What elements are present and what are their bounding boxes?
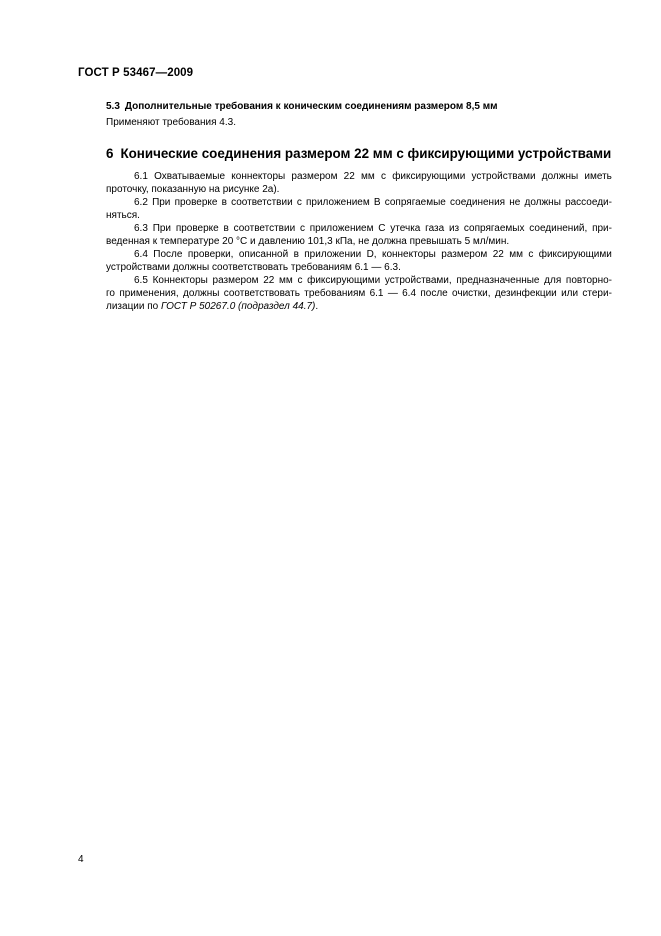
word: приложением [305, 197, 370, 208]
section-heading-6 [106, 145, 615, 163]
section-title: Конические соединения размером 22 мм с фиксирующими устройствами [120, 146, 612, 161]
word: утечка [390, 223, 421, 234]
word: должны [524, 197, 561, 208]
word: с [380, 171, 386, 182]
word: для [544, 275, 562, 286]
paragraph-line [134, 196, 612, 209]
word: описанной [238, 249, 289, 260]
word: — [387, 288, 398, 299]
paragraph-line [134, 248, 612, 261]
word: соответствии [233, 223, 296, 234]
subsection-5-3-text: Применяют требования 4.3. [106, 117, 236, 128]
word: применения, [119, 288, 179, 299]
section-6-body [78, 170, 615, 313]
paragraph-line: веденная к температуре 20 °С и давлению 101,3 кПа, не должна превышать 5 мл/мин. [106, 236, 510, 247]
word: коннекторы [231, 171, 286, 182]
word: с [528, 249, 534, 260]
word: Охватываемые [154, 171, 226, 182]
word: после [420, 288, 448, 299]
word: При [152, 223, 172, 234]
word: размером [441, 249, 488, 260]
word: в [223, 223, 229, 234]
word: 6.4 [134, 249, 148, 260]
word: 6.2 [134, 197, 148, 208]
word: сопрягаемых [463, 223, 525, 234]
word: 22 [492, 249, 504, 260]
paragraph-line: устройствами должны соответствовать требованиям 6.1 — 6.3. [106, 262, 401, 273]
word: стери- [582, 288, 612, 299]
word: 6.1 [369, 288, 384, 299]
word: устройствами, [384, 275, 452, 286]
word: фиксирующими [392, 171, 466, 182]
line-text: лизации по [106, 301, 161, 312]
word: мм [361, 171, 375, 182]
word: рассоеди- [565, 197, 612, 208]
paragraph-6-4 [78, 248, 615, 274]
word: 6.1 [134, 171, 148, 182]
paragraph-line: няться. [106, 210, 140, 221]
word: требованиям [304, 288, 366, 299]
paragraph-line [134, 222, 612, 235]
word: соответствии [231, 197, 293, 208]
word: должны [541, 171, 579, 182]
paragraph-6-3 [78, 222, 615, 248]
word: в [293, 249, 299, 260]
word: устройствами [471, 171, 536, 182]
word: не [509, 197, 521, 208]
subsection-heading-5-3 [106, 100, 615, 114]
word: проверки, [187, 249, 234, 260]
document-content [78, 100, 615, 313]
word: мм [509, 249, 523, 260]
paragraph-line: проточку, показанную на рисунке 2а). [106, 184, 280, 195]
word: 22 [263, 275, 275, 286]
word: с [297, 275, 303, 286]
section-number: 6 [106, 146, 114, 161]
word: приложением [309, 223, 374, 234]
paragraph-line [106, 300, 612, 313]
paragraph-6-1 [78, 170, 615, 196]
word: 6.5 [134, 275, 148, 286]
word: дезинфекции [494, 288, 557, 299]
word: с [299, 223, 305, 234]
standard-reference: ГОСТ Р 50267.0 (подраздел 44.7) [161, 301, 316, 312]
word: должны [183, 288, 220, 299]
word: При [152, 197, 171, 208]
word: проверке [175, 223, 219, 234]
word: соединения [450, 197, 506, 208]
word: размером [291, 171, 338, 182]
word: фиксирующими [307, 275, 381, 286]
word: В [373, 197, 381, 208]
word: или [561, 288, 579, 299]
word: в [221, 197, 227, 208]
word: После [153, 249, 183, 260]
word: 6.4 [402, 288, 417, 299]
word: при- [592, 223, 612, 234]
word: предназначенные [456, 275, 540, 286]
paragraph-line [134, 274, 612, 287]
word: очистки, [452, 288, 491, 299]
word: 22 [343, 171, 355, 182]
word: 6.3 [134, 223, 148, 234]
word: фиксирующими [538, 249, 612, 260]
word: газа [425, 223, 445, 234]
word: соединений, [529, 223, 588, 234]
word: из [448, 223, 460, 234]
word: С [378, 223, 386, 234]
word: приложении [304, 249, 362, 260]
word: иметь [584, 171, 612, 182]
word: с [296, 197, 302, 208]
paragraph-6-2 [78, 196, 615, 222]
word: го [106, 288, 115, 299]
subsection-title: Дополнительные требования к коническим соединениям размером 8,5 мм [124, 101, 498, 112]
word: мм [279, 275, 293, 286]
word: повторно- [565, 275, 612, 286]
word: Коннекторы [152, 275, 208, 286]
line-text: . [315, 301, 319, 312]
word: коннекторы [381, 249, 436, 260]
paragraph-line [106, 287, 612, 300]
subsection-number: 5.3 [106, 101, 120, 112]
page-number: 4 [78, 854, 84, 865]
paragraph-6-5 [78, 274, 615, 313]
word: размером [212, 275, 259, 286]
word: сопрягаемые [384, 197, 446, 208]
word: D, [366, 249, 377, 260]
word: проверке [174, 197, 218, 208]
word: соответствовать [223, 288, 300, 299]
paragraph-line [134, 170, 612, 183]
document-header: ГОСТ Р 53467—2009 [78, 67, 194, 79]
